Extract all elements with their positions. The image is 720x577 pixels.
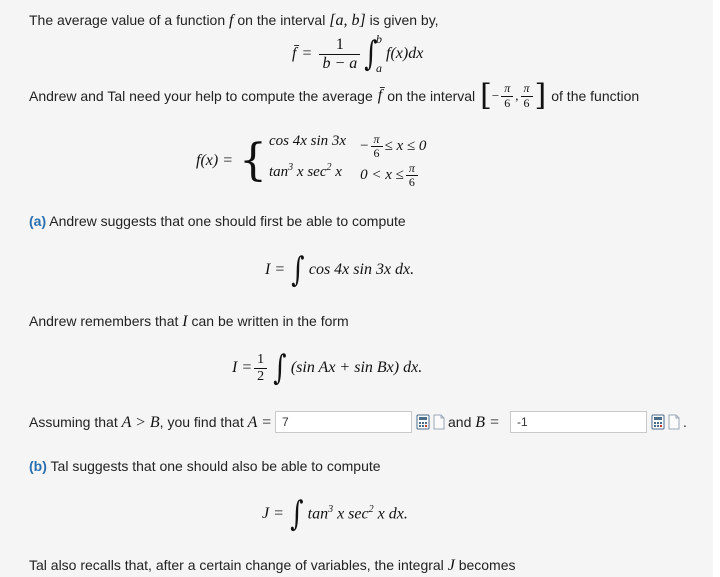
request-suffix: of the function <box>551 88 640 104</box>
case2-pi: π <box>408 161 415 175</box>
part-b-label: (b) <box>29 458 47 474</box>
case1-pi: π <box>373 131 380 146</box>
piecewise-function <box>196 130 426 192</box>
document-icon[interactable] <box>432 414 446 430</box>
calculator-icon[interactable] <box>651 414 665 430</box>
remember-suffix: can be written in the form <box>191 313 349 329</box>
integral-sign: ∫ <box>364 34 378 74</box>
request-middle: on the interval <box>387 88 476 104</box>
left-bracket: [ <box>480 78 492 113</box>
half-den: 2 <box>254 368 267 384</box>
case2-tan: tan <box>269 164 289 180</box>
upper-bound-frac <box>521 82 533 109</box>
part-b-intro <box>29 458 381 474</box>
form-integrand: (sin Ax + sin Bx) dx. <box>290 359 423 376</box>
assume-prefix: Assuming that <box>29 414 118 430</box>
case2-den: 6 <box>406 175 418 189</box>
lower-limit: a <box>376 61 382 75</box>
case2-exp-sec: 2 <box>326 162 332 173</box>
recall-J: J <box>447 557 455 574</box>
part-a-label: (a) <box>29 213 47 229</box>
case2-expression <box>269 162 346 189</box>
intro-middle: on the interval <box>237 12 326 28</box>
case2-frac <box>406 162 418 189</box>
intro-prefix: The average value of a function <box>29 12 226 28</box>
request-fbar: f̄ <box>377 87 383 104</box>
integral-sign: ∫ <box>291 250 305 290</box>
case1-condition <box>360 133 426 160</box>
I-lhs: I = <box>265 261 286 278</box>
request-prefix: Andrew and Tal need your help to compute the average <box>29 88 373 104</box>
J-sec: x sec <box>337 505 369 523</box>
part-a-text: Andrew suggests that one should first be able to compute <box>49 213 406 229</box>
right-bracket: ] <box>534 78 547 113</box>
request-line <box>29 80 639 112</box>
integrand: f(x)dx <box>386 45 424 62</box>
left-brace: { <box>239 135 267 186</box>
remember-line <box>29 313 349 331</box>
and-B-label <box>448 414 500 432</box>
integral-J <box>262 494 408 534</box>
assume-line <box>29 414 272 432</box>
case2-exp-tan: 3 <box>288 162 294 173</box>
case1-den: 6 <box>371 146 383 160</box>
J-exp-tan: 3 <box>328 504 334 516</box>
assume-condition: A > B <box>121 414 160 431</box>
piecewise-lhs: f(x) = <box>196 152 233 169</box>
average-formula <box>292 30 423 78</box>
J-exp-sec: 2 <box>368 504 374 516</box>
B-equals: B = <box>475 414 500 431</box>
case1-range: ≤ x ≤ 0 <box>384 137 427 154</box>
lower-bound-frac <box>501 82 513 109</box>
integral-sign: ∫ <box>290 494 304 534</box>
request-interval <box>480 78 547 113</box>
integral-I <box>265 250 414 290</box>
recall-prefix: Tal also recalls that, after a certain change of variables, the integral <box>29 557 444 573</box>
case1-minus: − <box>360 137 369 154</box>
recall-suffix: becomes <box>458 557 516 573</box>
assume-middle: , you find that <box>159 414 244 430</box>
half-num: 1 <box>257 352 265 368</box>
case2-sec: x sec <box>296 164 327 180</box>
lower-den: 6 <box>501 96 513 110</box>
half-frac <box>254 352 267 384</box>
frac-denominator: b − a <box>319 54 360 73</box>
intro-line <box>29 12 439 30</box>
case1-frac <box>371 133 383 160</box>
J-tan: tan <box>307 505 329 523</box>
case1-expression: cos 4x sin 3x <box>269 132 347 149</box>
intro-suffix: is given by, <box>369 12 439 28</box>
B-input[interactable]: -1 <box>510 411 647 433</box>
part-b-text: Tal suggests that one should also be able to compute <box>50 458 381 474</box>
part-a-intro <box>29 213 406 229</box>
upper-limit: b <box>376 32 382 46</box>
comma: , <box>515 88 519 103</box>
trailing-period: . <box>683 414 687 430</box>
lower-pi: π <box>504 81 511 96</box>
and-text: and <box>448 414 472 430</box>
form-lhs: I = <box>232 359 253 376</box>
intro-f: f <box>229 12 234 29</box>
upper-den: 6 <box>521 96 533 110</box>
A-input[interactable]: 7 <box>275 411 412 433</box>
J-lhs: J = <box>262 505 284 522</box>
integral-sign: ∫ <box>273 348 287 388</box>
case2-condition <box>360 162 426 189</box>
case2-x: x <box>335 164 342 180</box>
equals-sign: = <box>302 45 312 62</box>
calculator-icon[interactable] <box>416 414 430 430</box>
document-icon[interactable] <box>667 414 681 430</box>
upper-pi: π <box>523 81 530 96</box>
one-over-b-minus-a <box>319 36 360 72</box>
recall-line <box>29 557 516 575</box>
frac-numerator: 1 <box>335 35 344 53</box>
remember-prefix: Andrew remembers that <box>29 313 179 329</box>
minus-sign: − <box>491 88 500 103</box>
remember-I: I <box>182 313 188 330</box>
intro-interval: [a, b] <box>329 12 366 29</box>
integral-I-form <box>232 348 422 388</box>
A-equals: A = <box>247 414 272 431</box>
I-integrand: cos 4x sin 3x dx. <box>308 261 415 278</box>
J-tail: x dx. <box>377 505 408 523</box>
piecewise-cases <box>269 133 426 190</box>
case2-range: 0 < x ≤ <box>360 167 404 184</box>
fbar-symbol: f̄ <box>292 45 297 62</box>
J-integrand <box>308 504 408 523</box>
